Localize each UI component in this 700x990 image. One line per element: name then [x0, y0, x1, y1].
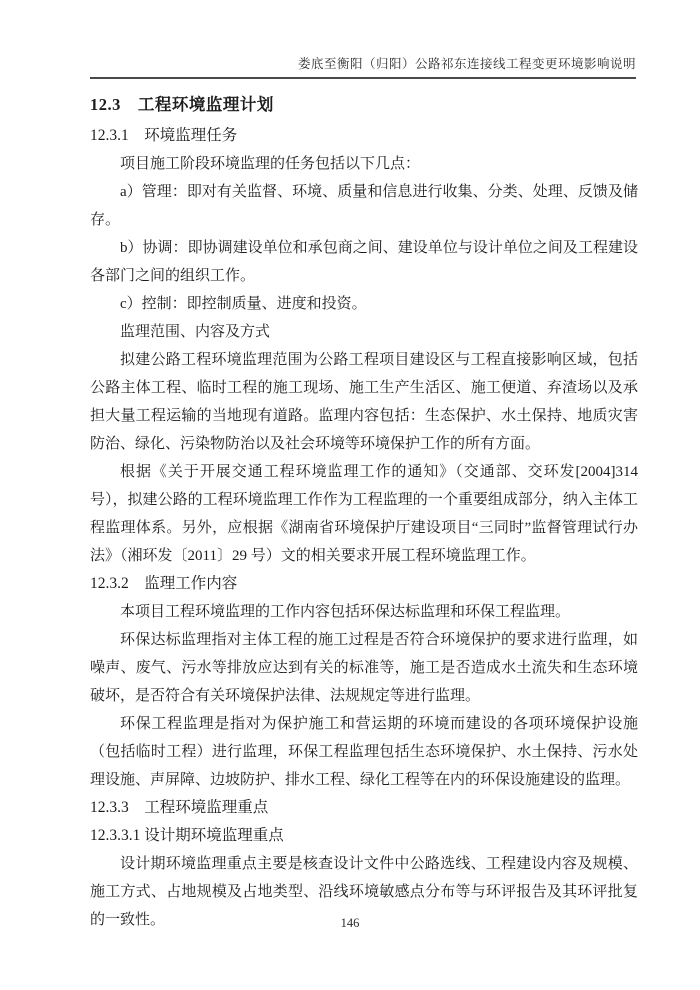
- paragraph-basis: 根据《关于开展交通工程环境监理工作的通知》（交通部、交环发[2004]314 号），拟建公路的工程环境监理工作作为工程监理的一个重要组成部分，纳入主体工程监理体系。另外，应根据《湖南省环境保护厅建设项目“三同时”监督管理试行办法》（湘环发〔2011〕29 号）文的相关要求开展工程环境监理工作。: [90, 464, 638, 564]
- paragraph-item-b: b）协调：即协调建设单位和承包商之间、建设单位与设计单位之间及工程建设各部门之间的组织工作。: [90, 240, 638, 284]
- page-number: 146: [340, 916, 360, 930]
- section-heading-12-3-2: 12.3.2 监理工作内容: [90, 575, 238, 592]
- paragraph: 项目施工阶段环境监理的任务包括以下几点：: [120, 156, 421, 172]
- paragraph-compliance: 环保达标监理指对主体工程的施工过程是否符合环境保护的要求进行监理，如噪声、废气、污水等排放应达到有关的标准等，施工是否造成水土流失和生态环境破坏，是否符合有关环境保护法律、法规规定等进行监理。: [90, 632, 638, 704]
- paragraph-facilities: 环保工程监理是指对为保护施工和营运期的环境而建设的各项环境保护设施（包括临时工程）进行监理，环保工程监理包括生态环境保护、水土保持、污水处理设施、声屏障、边坡防护、排水工程、绿化工程等在内的环保设施建设的监理。: [90, 716, 638, 788]
- running-header: 娄底至衡阳（归阳）公路祁东连接线工程变更环境影响说明: [90, 56, 636, 79]
- paragraph-scope: 拟建公路工程环境监理范围为公路工程项目建设区与工程直接影响区域，包括公路主体工程、临时工程的施工现场、施工生产生活区、施工便道、弃渣场以及承担大量工程运输的当地现有道路。监理内容包括：生态保护、水土保持、地质灾害防治、绿化、污染物防治以及社会环境等环境保护工作的所有方面。: [90, 352, 638, 452]
- document-body: [90, 86, 638, 934]
- paragraph-work-content: 本项目工程环境监理的工作内容包括环保达标监理和环保工程监理。: [120, 604, 571, 620]
- section-heading-12-3: 12.3 工程环境监理计划: [90, 95, 274, 114]
- paragraph-item-c: c）控制：即控制质量、进度和投资。: [120, 296, 367, 312]
- paragraph-scope-title: 监理范围、内容及方式: [120, 324, 271, 340]
- section-heading-12-3-3-1: 12.3.3.1 设计期环境监理重点: [90, 827, 284, 844]
- paragraph-item-a: a）管理：即对有关监督、环境、质量和信息进行收集、分类、处理、反馈及储存。: [90, 184, 638, 228]
- paragraph-design-phase: 设计期环境监理重点主要是核查设计文件中公路选线、工程建设内容及规模、施工方式、占地规模及占地类型、沿线环境敏感点分布等与环评报告及其环评批复的一致性。: [90, 856, 638, 928]
- section-heading-12-3-1: 12.3.1 环境监理任务: [90, 127, 238, 144]
- section-heading-12-3-3: 12.3.3 工程环境监理重点: [90, 799, 269, 816]
